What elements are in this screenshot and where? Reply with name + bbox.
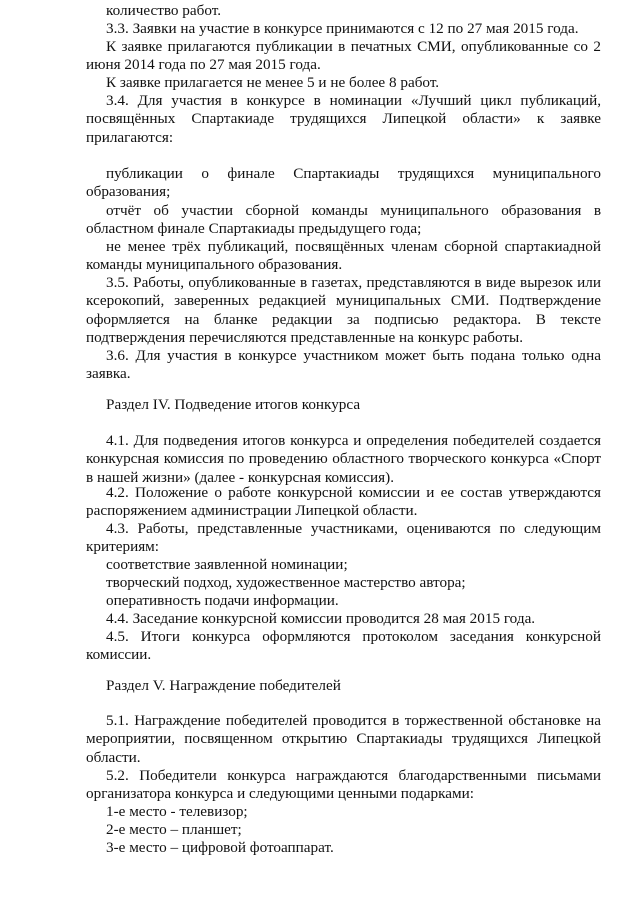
list-item: 1-е место - телевизор; (106, 803, 248, 820)
paragraph-3-6: 3.6. Для участия в конкурсе участником может быть подана только одна заявка. (86, 347, 601, 383)
paragraph-3-3: 3.3. Заявки на участие в конкурсе принимаются с 12 по 27 мая 2015 года. (106, 20, 579, 37)
paragraph-3-4: 3.4. Для участия в конкурсе в номинации «Лучший цикл публикаций, посвящённых Спартакиаде трудящихся Липецкой области» к заявке прилагаются: (86, 92, 601, 146)
paragraph-4-5: 4.5. Итоги конкурса оформляются протоколом заседания конкурсной комиссии. (86, 628, 601, 664)
paragraph-5-1: 5.1. Награждение победителей проводится в торжественной обстановке на мероприятии, посвященном открытию Спартакиады трудящихся Липецкой области. (86, 712, 601, 766)
section-title: Раздел IV. Подведение итогов конкурса (106, 396, 361, 413)
paragraph-attachments: К заявке прилагаются публикации в печатных СМИ, опубликованные со 2 июня 2014 года по 27 мая 2015 года. (86, 38, 601, 74)
paragraph-4-3: 4.3. Работы, представленные участниками, оцениваются по следующим критериям: (86, 520, 601, 556)
list-item: отчёт об участии сборной команды муниципального образования в областном финале Спартакиады предыдущего года; (86, 202, 601, 238)
paragraph-attachments-count: К заявке прилагается не менее 5 и не более 8 работ. (106, 74, 440, 91)
paragraph-4-2: 4.2. Положение о работе конкурсной комиссии и ее состав утверждаются распоряжением администрации Липецкой области. (86, 484, 601, 520)
list-item: соответствие заявленной номинации; (106, 556, 348, 573)
list-item: творческий подход, художественное мастерство автора; (106, 574, 466, 591)
paragraph-4-1: 4.1. Для подведения итогов конкурса и определения победителей создается конкурсная комиссия по проведению областного творческого конкурса «Спорт в нашей жизни» (далее - конкурсная комиссия). (86, 432, 601, 486)
text-fragment: количество работ. (106, 2, 222, 19)
list-item: оперативность подачи информации. (106, 592, 339, 609)
list-item: не менее трёх публикаций, посвящённых членам сборной спартакиадной команды муниципального образования. (86, 238, 601, 274)
paragraph-4-4: 4.4. Заседание конкурсной комиссии проводится 28 мая 2015 года. (106, 610, 536, 627)
paragraph-3-5: 3.5. Работы, опубликованные в газетах, представляются в виде вырезок или ксерокопий, заверенных редакцией муниципальных СМИ. Подтверждение оформляется на бланке редакции за подписью редактора. В тексте подтверждения перечисляются представленные на конкурс работы. (86, 274, 601, 346)
list-item: 2-е место – планшет; (106, 821, 242, 838)
list-item: 3-е место – цифровой фотоаппарат. (106, 839, 334, 856)
section-title: Раздел V. Награждение победителей (106, 677, 341, 694)
paragraph-5-2: 5.2. Победители конкурса награждаются благодарственными письмами организатора конкурса и следующими ценными подарками: (86, 767, 601, 803)
list-item: публикации о финале Спартакиады трудящихся муниципального образования; (86, 165, 601, 201)
